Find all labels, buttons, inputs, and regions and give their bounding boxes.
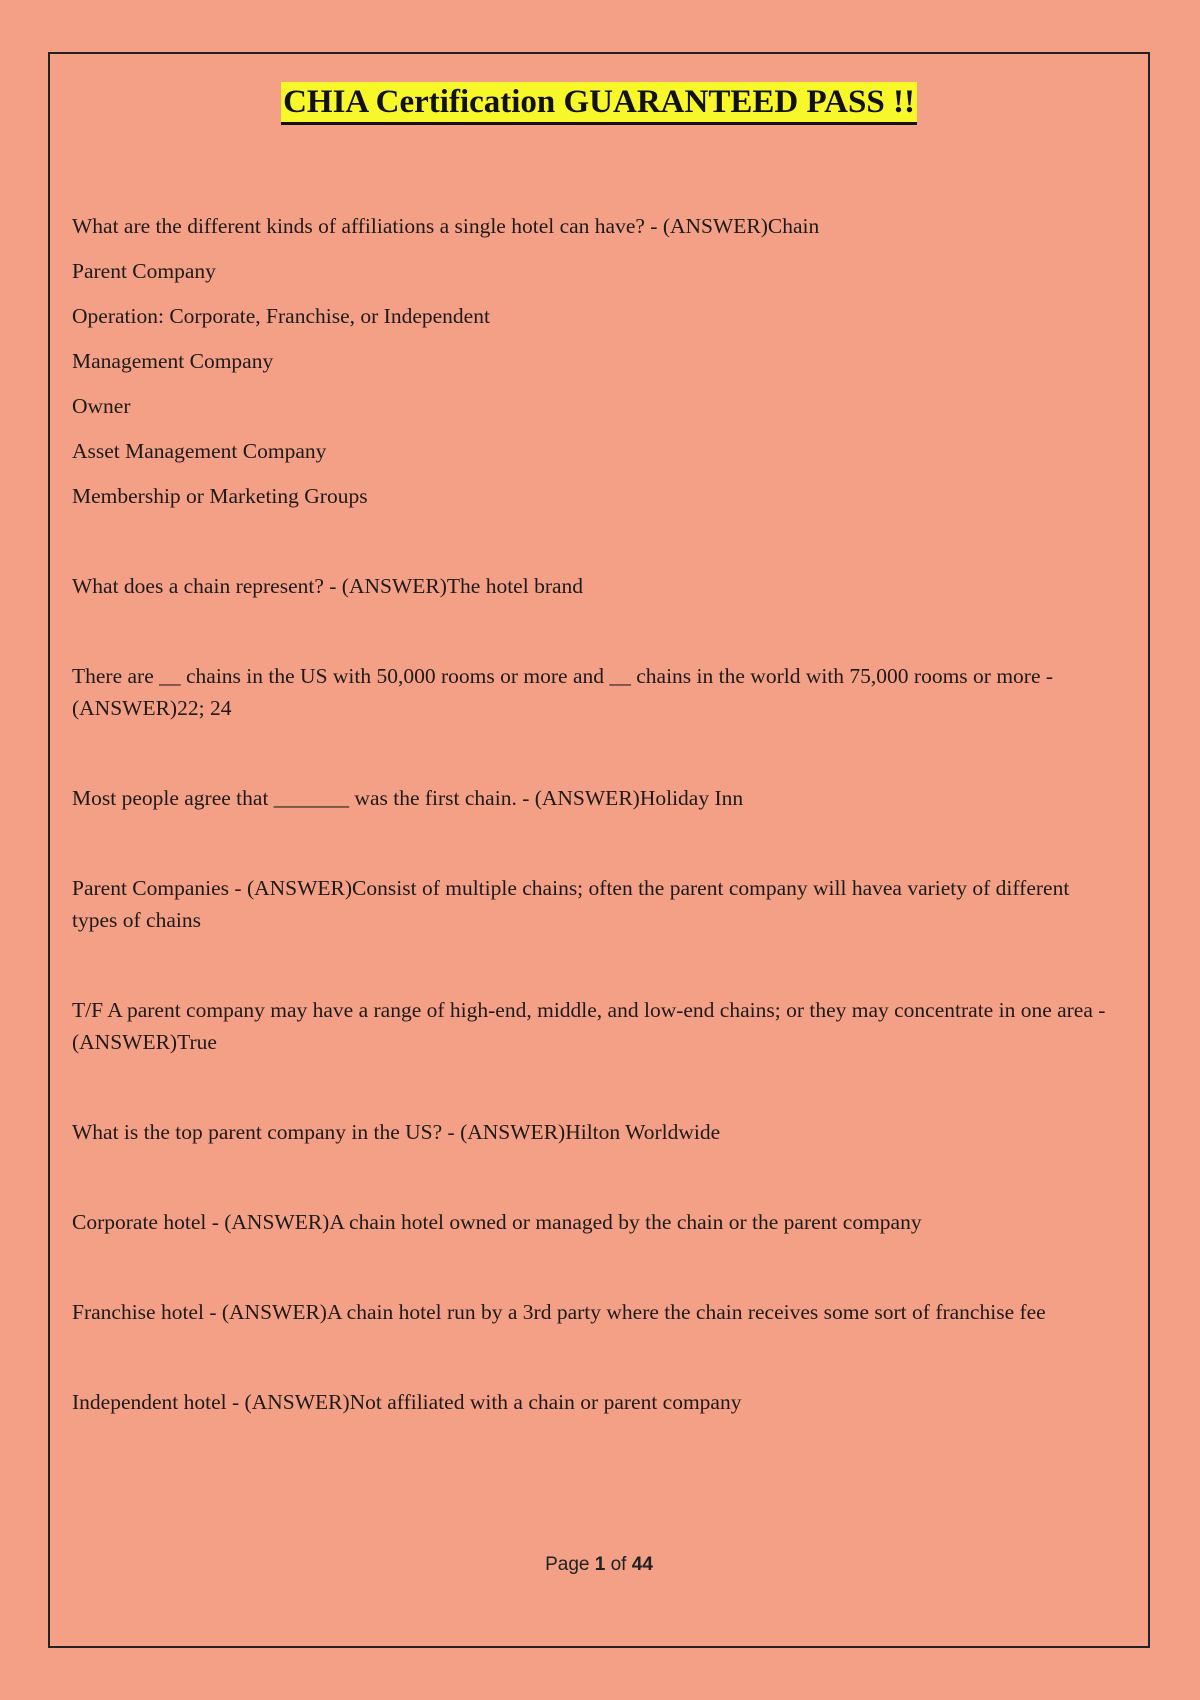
qa-item: Independent hotel - (ANSWER)Not affiliated with a chain or parent company — [72, 1390, 742, 1414]
qa-item: Franchise hotel - (ANSWER)A chain hotel run by a 3rd party where the chain receives some sort of franchise fee — [72, 1300, 1046, 1324]
list-item: Management Company — [72, 349, 274, 373]
page-total: 44 — [631, 1554, 653, 1575]
list-item: Asset Management Company — [72, 439, 327, 463]
list-item: Parent Company — [72, 259, 216, 283]
document-page — [48, 52, 1150, 1648]
title-wrapper — [50, 82, 1148, 125]
qa-item: T/F A parent company may have a range of high-end, middle, and low-end chains; or they may concentrate in one area - (ANSWER)True — [72, 998, 1106, 1054]
page-footer — [50, 1554, 1148, 1576]
list-item: Membership or Marketing Groups — [72, 484, 368, 508]
page-current: 1 — [594, 1554, 606, 1575]
qa-item: Corporate hotel - (ANSWER)A chain hotel owned or managed by the chain or the parent company — [72, 1210, 922, 1234]
qa-item: Parent Companies - (ANSWER)Consist of multiple chains; often the parent company will havea variety of different types of chains — [72, 876, 1070, 932]
qa-item: What is the top parent company in the US? - (ANSWER)Hilton Worldwide — [72, 1120, 721, 1144]
qa-item: What does a chain represent? - (ANSWER)The hotel brand — [72, 574, 584, 598]
document-title: CHIA Certification GUARANTEED PASS !! — [281, 82, 917, 125]
page-label: Page — [545, 1554, 590, 1575]
qa-item: There are __ chains in the US with 50,000 rooms or more and __ chains in the world with 75,000 rooms or more - (ANSWER)22; 24 — [72, 664, 1054, 720]
document-content — [72, 192, 1118, 1418]
of-label: of — [610, 1554, 627, 1575]
qa-item: Most people agree that _______ was the first chain. - (ANSWER)Holiday Inn — [72, 786, 744, 810]
list-item: Owner — [72, 394, 131, 418]
question-affiliations: What are the different kinds of affiliations a single hotel can have? - (ANSWER)Chain — [72, 214, 820, 238]
list-item: Operation: Corporate, Franchise, or Independent — [72, 304, 490, 328]
